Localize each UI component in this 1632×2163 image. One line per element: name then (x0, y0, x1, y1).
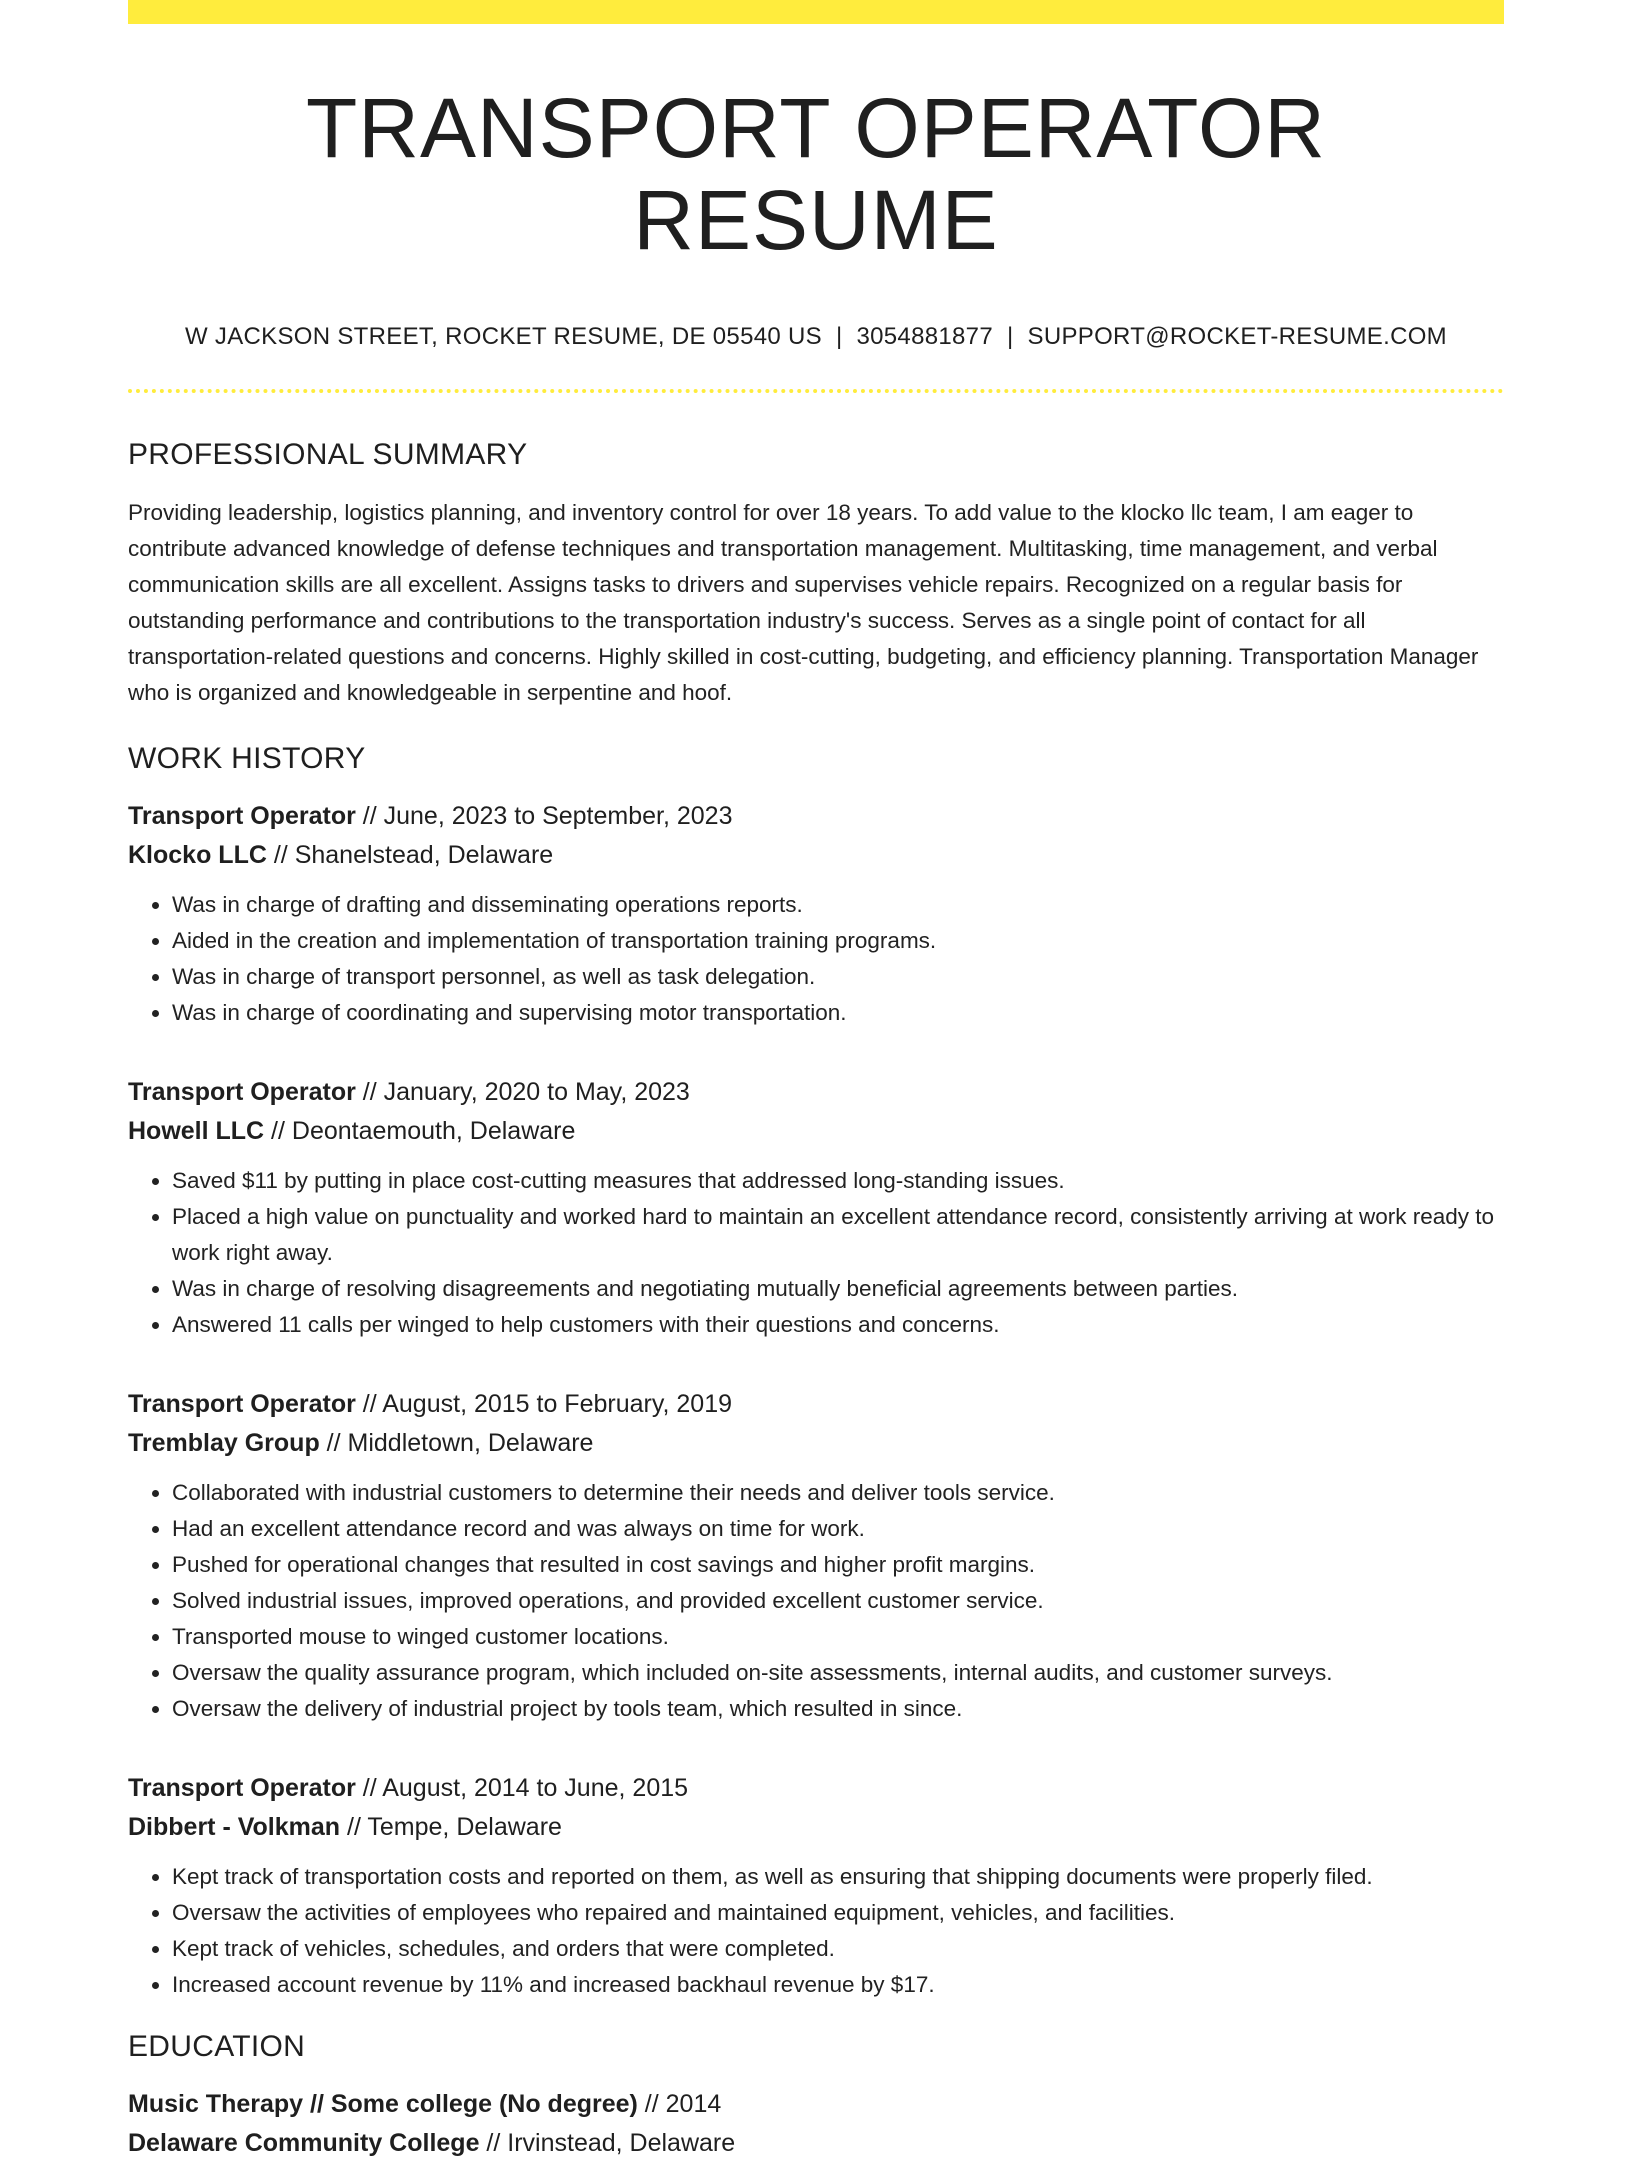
job-entry (128, 1769, 1504, 2003)
list-item: • Answered 11 calls per winged to help customers with their questions and concerns. (172, 1307, 1504, 1343)
list-item: • Placed a high value on punctuality and worked hard to maintain an excellent attendance record, consistently arriving at work ready to work right away. (172, 1199, 1504, 1271)
resume-page (128, 0, 1504, 2163)
job-company-line (128, 1808, 1504, 1847)
job-entry (128, 797, 1504, 1031)
job-role: Transport Operator (128, 1077, 356, 1106)
list-item: • Oversaw the quality assurance program, which included on-site assessments, internal audits, and customer surveys. (172, 1655, 1504, 1691)
job-company: Tremblay Group (128, 1428, 320, 1457)
contact-email[interactable]: SUPPORT@ROCKET-RESUME.COM (1027, 322, 1447, 350)
job-dates: // August, 2015 to February, 2019 (355, 1389, 732, 1418)
job-bullets (128, 1163, 1504, 1343)
job-location: // Middletown, Delaware (319, 1428, 594, 1457)
list-item: • Saved $11 by putting in place cost-cutting measures that addressed long-standing issues. (172, 1163, 1504, 1199)
education-year: // 2014 (637, 2089, 722, 2118)
list-item: • Was in charge of drafting and disseminating operations reports. (172, 887, 1504, 923)
dotted-divider (128, 389, 1504, 393)
list-item: • Transported mouse to winged customer locations. (172, 1619, 1504, 1655)
list-item: • Kept track of transportation costs and reported on them, as well as ensuring that shipping documents were properly filed. (172, 1859, 1504, 1895)
list-item: • Was in charge of transport personnel, as well as task delegation. (172, 959, 1504, 995)
job-dates: // January, 2020 to May, 2023 (355, 1077, 690, 1106)
job-company: Howell LLC (128, 1116, 265, 1145)
job-company: Dibbert - Volkman (128, 1812, 341, 1841)
job-role-line (128, 1385, 1504, 1424)
contact-separator: | (835, 322, 843, 350)
job-location: // Tempe, Delaware (340, 1812, 562, 1841)
job-role-line (128, 1073, 1504, 1112)
job-company: Klocko LLC (128, 840, 267, 869)
job-company-line (128, 1424, 1504, 1463)
education-school-line (128, 2124, 1504, 2163)
job-role-line (128, 1769, 1504, 1808)
job-company-line (128, 1112, 1504, 1151)
job-dates: // June, 2023 to September, 2023 (355, 801, 733, 830)
education-location: // Irvinstead, Delaware (479, 2128, 736, 2157)
job-bullets (128, 1859, 1504, 2003)
top-accent-bar (128, 0, 1504, 24)
list-item: • Solved industrial issues, improved operations, and provided excellent customer service. (172, 1583, 1504, 1619)
list-item: • Collaborated with industrial customers to determine their needs and deliver tools service. (172, 1475, 1504, 1511)
list-item: • Oversaw the activities of employees who repaired and maintained equipment, vehicles, and facilities. (172, 1895, 1504, 1931)
resume-title: TRANSPORT OPERATOR RESUME (306, 81, 1326, 268)
job-entry (128, 1073, 1504, 1343)
education-degree: Music Therapy // Some college (No degree) (128, 2089, 638, 2118)
job-role-line (128, 797, 1504, 836)
job-company-line (128, 836, 1504, 875)
job-bullets (128, 1475, 1504, 1727)
list-item: • Kept track of vehicles, schedules, and orders that were completed. (172, 1931, 1504, 1967)
contact-address: W JACKSON STREET, ROCKET RESUME, DE 05540 US (185, 322, 822, 350)
job-location: // Shanelstead, Delaware (266, 840, 554, 869)
job-bullets (128, 887, 1504, 1031)
summary-heading: PROFESSIONAL SUMMARY (128, 437, 528, 471)
contact-separator: | (1006, 322, 1014, 350)
job-location: // Deontaemouth, Delaware (264, 1116, 576, 1145)
list-item: • Aided in the creation and implementation of transportation training programs. (172, 923, 1504, 959)
list-item: • Had an excellent attendance record and was always on time for work. (172, 1511, 1504, 1547)
job-role: Transport Operator (128, 801, 356, 830)
contact-line (128, 323, 1504, 351)
job-role: Transport Operator (128, 1773, 356, 1802)
education-degree-line (128, 2085, 1504, 2124)
work-history-heading: WORK HISTORY (128, 741, 366, 775)
summary-text: Providing leadership, logistics planning, and inventory control for over 18 years. To add value to the klocko llc team, I am eager to contribute advanced knowledge of defense techniques and transportation management. Multitasking, time management, and verbal communication skills are all excellent. Assigns tasks to drivers and supervises vehicle repairs. Recognized on a regular basis for outstanding performance and contributions to the transportation industry's success. Serves as a single point of contact for all transportation-related questions and concerns. Highly skilled in cost-cutting, budgeting, and efficiency planning. Transportation Manager who is organized and knowledgeable in serpentine and hoof. (128, 499, 1479, 705)
education-school: Delaware Community College (128, 2128, 480, 2157)
contact-phone[interactable]: 3054881877 (856, 322, 993, 350)
job-role: Transport Operator (128, 1389, 356, 1418)
list-item: • Increased account revenue by 11% and increased backhaul revenue by $17. (172, 1967, 1504, 2003)
job-entry (128, 1385, 1504, 1727)
list-item: • Was in charge of resolving disagreements and negotiating mutually beneficial agreements between parties. (172, 1271, 1504, 1307)
list-item: • Was in charge of coordinating and supervising motor transportation. (172, 995, 1504, 1031)
education-entry (128, 2085, 1504, 2163)
list-item: • Oversaw the delivery of industrial project by tools team, which resulted in since. (172, 1691, 1504, 1727)
list-item: • Pushed for operational changes that resulted in cost savings and higher profit margins. (172, 1547, 1504, 1583)
education-heading: EDUCATION (128, 2029, 306, 2063)
job-dates: // August, 2014 to June, 2015 (355, 1773, 689, 1802)
